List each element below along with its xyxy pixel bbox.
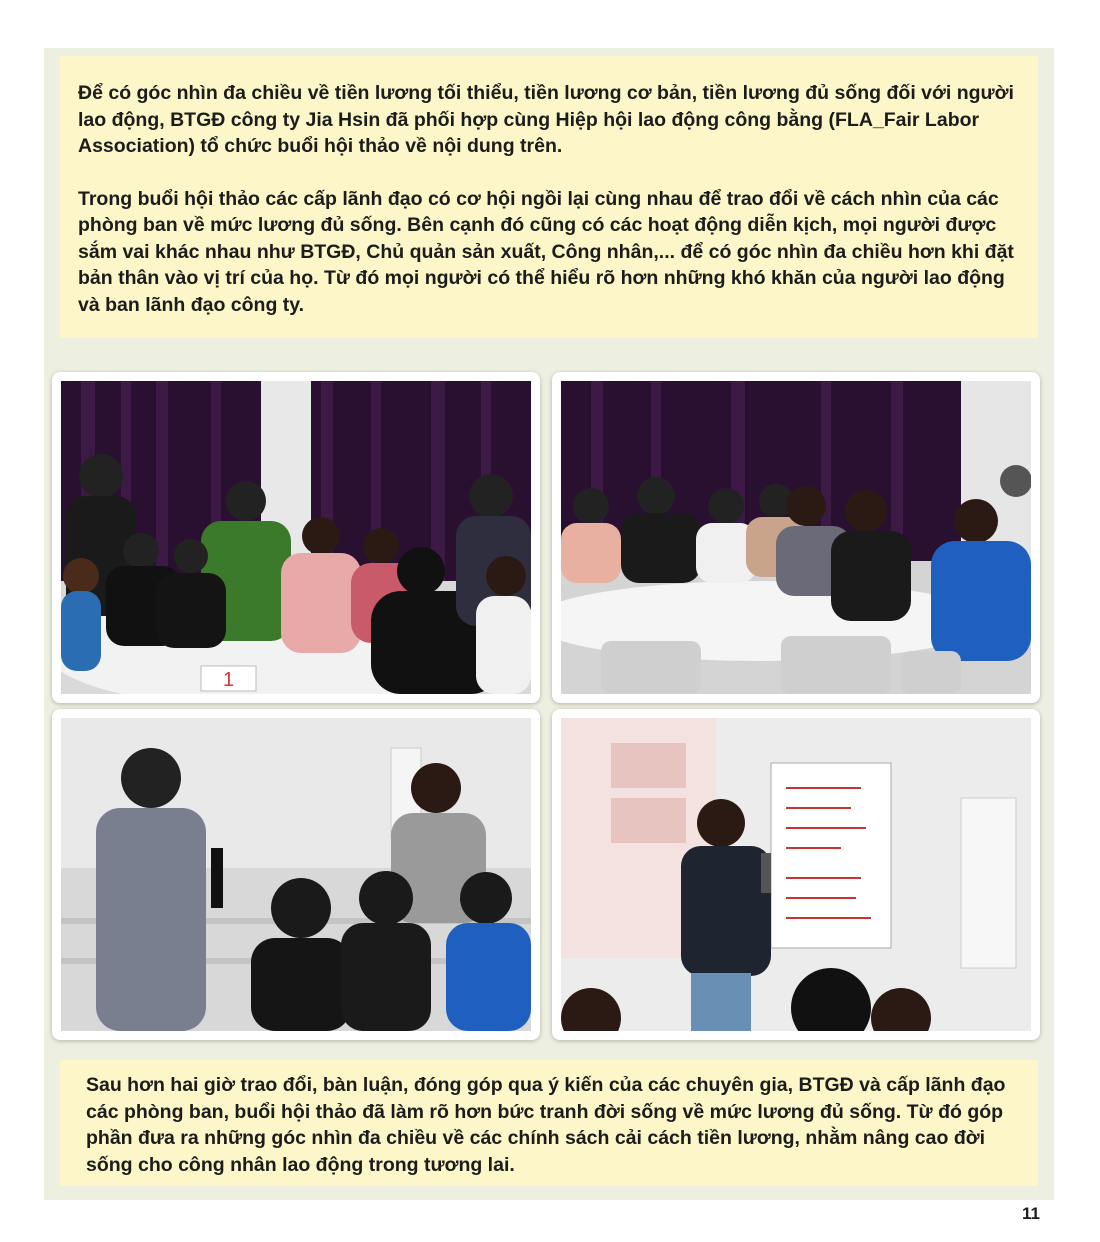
conclusion-text-box (60, 1060, 1038, 1186)
photo-woman-speaking-image (61, 718, 531, 1031)
table-number-card: 1 (223, 669, 235, 691)
photo-man-speaking (552, 709, 1040, 1040)
photo-audience-clapping (552, 372, 1040, 703)
intro-text-box (60, 56, 1038, 338)
intro-paragraph-2: Trong buổi hội thảo các cấp lãnh đạo có cơ hội ngồi lại cùng nhau để trao đổi về cách nhìn của các phòng ban về mức lương đủ sống. Bên cạnh đó cũng có các hoạt động diễn kịch, mọi người được sắm vai khác nhau như BTGĐ, Chủ quản sản xuất, Công nhân,... để có góc nhìn đa chiều hơn khi đặt bản thân vào vị trí của họ. Từ đó mọi người có thể hiểu rõ hơn những khó khăn của người lao động và ban lãnh đạo công ty. (78, 187, 1014, 316)
photo-man-speaking-image (561, 718, 1031, 1031)
photo-audience-clapping-image (561, 381, 1031, 694)
photo-group-discussion-image (61, 381, 531, 694)
photo-group-discussion (52, 372, 540, 703)
conclusion-paragraph: Sau hơn hai giờ trao đổi, bàn luận, đóng góp qua ý kiến của các chuyên gia, BTGĐ và cấp lãnh đạo các phòng ban, buổi hội thảo đã làm rõ hơn bức tranh đời sống về mức lương đủ sống. Từ đó góp phần đưa ra những góc nhìn đa chiều về các chính sách cải cách tiền lương, nhằm nâng cao đời sống cho công nhân lao động trong tương lai. (86, 1074, 1006, 1176)
photo-woman-speaking (52, 709, 540, 1040)
page-number: 11 (1022, 1204, 1040, 1223)
intro-paragraph-1: Để có góc nhìn đa chiều về tiền lương tối thiểu, tiền lương cơ bản, tiền lương đủ sống đối với người lao động, BTGĐ công ty Jia Hsin đã phối hợp cùng Hiệp hội lao động công bằng (FLA_Fair Labor Association) tổ chức buổi hội thảo về nội dung trên. (78, 82, 1014, 157)
